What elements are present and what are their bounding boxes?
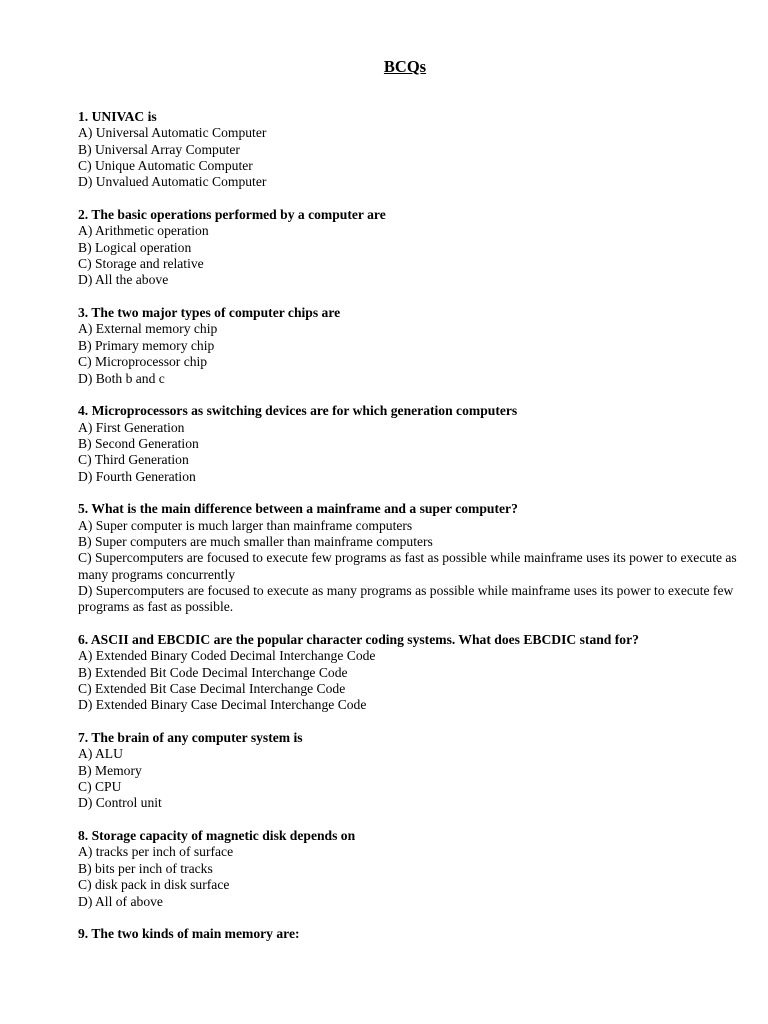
option-d: D) Fourth Generation bbox=[78, 468, 196, 484]
question-text: 9. The two kinds of main memory are: bbox=[78, 926, 300, 942]
option-d: D) Control unit bbox=[78, 795, 162, 811]
option-b: B) Second Generation bbox=[78, 435, 199, 451]
question-5 bbox=[78, 501, 738, 615]
option-a: A) ALU bbox=[78, 746, 123, 762]
option-a: A) Super computer is much larger than mainframe computers bbox=[78, 517, 413, 533]
option-b: B) bits per inch of tracks bbox=[78, 860, 213, 876]
option-c: C) disk pack in disk surface bbox=[78, 877, 230, 893]
question-9 bbox=[78, 926, 738, 942]
question-text: 2. The basic operations performed by a computer are bbox=[78, 207, 386, 223]
option-d: D) Unvalued Automatic Computer bbox=[78, 174, 267, 190]
option-d: D) Both b and c bbox=[78, 370, 165, 386]
question-3 bbox=[78, 305, 738, 387]
question-text: 1. UNIVAC is bbox=[78, 109, 157, 124]
question-text: 3. The two major types of computer chips are bbox=[78, 305, 341, 321]
page-title: BCQs bbox=[383, 57, 427, 76]
option-a: A) First Generation bbox=[78, 419, 185, 435]
option-b: B) Super computers are much smaller than mainframe computers bbox=[78, 533, 433, 549]
option-b: B) Primary memory chip bbox=[78, 337, 215, 353]
option-b: B) Extended Bit Code Decimal Interchange Code bbox=[78, 664, 348, 680]
option-d: D) Extended Binary Case Decimal Interchange Code bbox=[78, 697, 367, 713]
option-b: B) Memory bbox=[78, 762, 142, 778]
option-c: C) Third Generation bbox=[78, 452, 189, 468]
question-1 bbox=[78, 109, 738, 191]
question-text: 5. What is the main difference between a mainframe and a super computer? bbox=[78, 501, 518, 517]
option-c: C) CPU bbox=[78, 779, 122, 795]
question-list bbox=[78, 109, 738, 959]
question-2 bbox=[78, 207, 738, 289]
option-b: B) Universal Array Computer bbox=[78, 141, 240, 157]
question-text: 4. Microprocessors as switching devices are for which generation computers bbox=[78, 403, 518, 419]
option-c: C) Microprocessor chip bbox=[78, 354, 208, 370]
question-4 bbox=[78, 403, 738, 485]
option-c: C) Supercomputers are focused to execute few programs as fast as possible while mainframe uses its power to execute as many programs concurrently bbox=[78, 550, 737, 582]
question-text: 8. Storage capacity of magnetic disk depends on bbox=[78, 828, 356, 844]
option-b: B) Logical operation bbox=[78, 239, 192, 255]
option-a: A) Arithmetic operation bbox=[78, 223, 209, 239]
option-d: D) All of above bbox=[78, 893, 163, 909]
option-d: D) All the above bbox=[78, 272, 169, 288]
question-7 bbox=[78, 730, 738, 812]
question-text: 6. ASCII and EBCDIC are the popular character coding systems. What does EBCDIC stand for? bbox=[78, 632, 639, 647]
option-c: C) Extended Bit Case Decimal Interchange Code bbox=[78, 681, 346, 697]
option-c: C) Unique Automatic Computer bbox=[78, 158, 253, 174]
question-8 bbox=[78, 828, 738, 910]
option-a: A) Universal Automatic Computer bbox=[78, 125, 267, 141]
question-6 bbox=[78, 632, 738, 714]
option-c: C) Storage and relative bbox=[78, 256, 204, 272]
option-a: A) Extended Binary Coded Decimal Interchange Code bbox=[78, 648, 376, 664]
question-text: 7. The brain of any computer system is bbox=[78, 730, 303, 746]
option-d: D) Supercomputers are focused to execute as many programs as possible while mainframe uses its power to execute few programs as fast as possible. bbox=[78, 582, 734, 615]
option-a: A) External memory chip bbox=[78, 321, 218, 337]
option-a: A) tracks per inch of surface bbox=[78, 844, 234, 860]
